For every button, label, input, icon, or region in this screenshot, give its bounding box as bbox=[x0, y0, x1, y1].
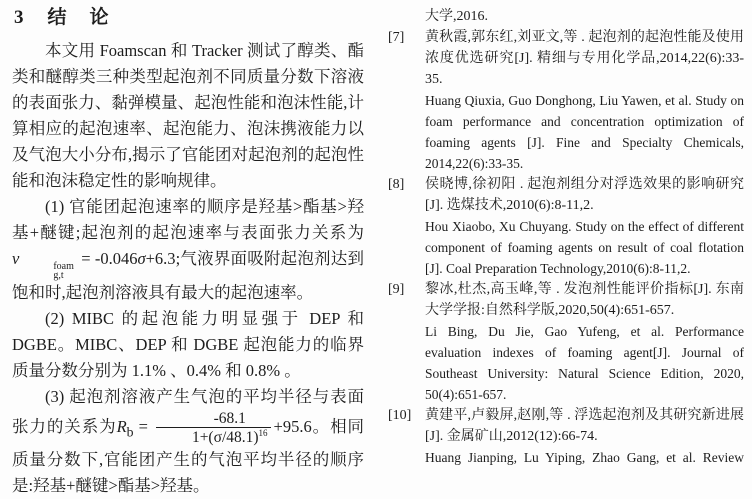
formula-variable: v bbox=[12, 249, 20, 268]
reference-number: [8] bbox=[388, 177, 405, 192]
formula-supsub bbox=[20, 262, 74, 280]
conclusion-paragraph-1: 本文用 Foamscan 和 Tracker 测试了醇类、酯类和醚醇类三种类型起泡剂不同质量分数下溶液的表面张力、黏弹模量、起泡性能和泡沫性能,计算相应的起泡速率、起泡能力、泡沫携液能力以及气泡大小分布,揭示了官能团对起泡剂的起泡性能和泡沫稳定性的影响规律。 bbox=[12, 41, 364, 190]
reference-item-9 bbox=[388, 279, 744, 405]
reference-chinese: 黄建平,卢毅屏,赵刚,等 . 浮选起泡剂及其研究新进展[J]. 金属矿山,2012(12):66-74. bbox=[425, 408, 744, 444]
paragraph-4-text-pre: (3) 起泡剂溶液产生气泡的平均半径与表面张力的关系为 bbox=[12, 387, 364, 437]
formula-tail: +6.3 bbox=[145, 249, 176, 268]
section-title: 结 论 bbox=[47, 7, 111, 28]
formula-equation: = -0.046 bbox=[76, 249, 138, 268]
conclusion-paragraph-4 bbox=[12, 384, 364, 499]
fraction-denominator bbox=[156, 427, 271, 447]
formula-subscript: g,t bbox=[53, 270, 64, 281]
radius-variable: R bbox=[116, 417, 127, 437]
reference-chinese: 黎冰,杜杰,高玉峰,等 . 发泡剂性能评价指标[J]. 东南大学学报:自然科学版,2020,50(4):651-657. bbox=[425, 282, 744, 318]
paragraph-2-text-post: ;气液界面吸附起泡剂达到饱和时,起泡剂溶液具有最大的起泡速率。 bbox=[12, 249, 364, 302]
reference-number: [7] bbox=[388, 30, 405, 45]
foam-rate-formula bbox=[12, 249, 176, 281]
reference-english: Hou Xiaobo, Xu Chuyang. Study on the effect of different component of foaming agents on result of coal flotation [J]. Coal Preparation Technology,2010(6):8-11,2. bbox=[425, 219, 744, 276]
formula-superscript: foam bbox=[53, 261, 74, 272]
reference-item-7 bbox=[388, 27, 744, 174]
paragraph-2-text-pre: (1) 官能团起泡速率的顺序是羟基>酯基>羟基+醚键;起泡剂的起泡速率与表面张力关系为 bbox=[12, 197, 364, 242]
reference-chinese: 黄秋霞,郭东红,刘亚文,等 . 起泡剂的起泡性能及使用浓度优选研究[J]. 精细与专用化学品,2014,22(6):33-35. bbox=[425, 30, 744, 87]
section-number: 3 bbox=[14, 7, 24, 28]
denominator-text: 1+(σ/48.1) bbox=[191, 429, 259, 447]
denominator-exponent: 16 bbox=[258, 428, 268, 439]
references-column bbox=[388, 6, 744, 489]
section-heading bbox=[14, 6, 364, 30]
fraction bbox=[156, 410, 271, 447]
radius-tail: +95.6 bbox=[273, 417, 312, 437]
fraction-numerator: -68.1 bbox=[213, 410, 246, 427]
radius-subscript: b bbox=[126, 424, 134, 440]
reference-number: [9] bbox=[388, 282, 405, 297]
conclusion-column bbox=[12, 6, 365, 495]
reference-carryover-text: 大学,2016. bbox=[425, 9, 488, 24]
conclusion-paragraph-2 bbox=[12, 194, 364, 306]
conclusion-paragraph-3: (2) MIBC 的起泡能力明显强于 DEP 和 DGBE。MIBC、DEP 和 DGBE 起泡能力的临界质量分数分别为 1.1% 、0.4% 和 0.8% 。 bbox=[12, 309, 364, 380]
reference-english: Huang Jianping, Lu Yiping, Zhao Gang, et al. Review bbox=[425, 450, 744, 465]
sigma-symbol: σ bbox=[137, 249, 146, 268]
reference-number-empty bbox=[388, 6, 425, 27]
reference-english: Li Bing, Du Jie, Gao Yufeng, et al. Performance evaluation indexes of foaming agent[J]. Journal of Southeast University: Natural Science Edition, 2020, 50(4):651-657. bbox=[425, 324, 744, 402]
reference-item-10 bbox=[388, 405, 744, 468]
reference-item-8 bbox=[388, 174, 744, 279]
radius-equals: = bbox=[133, 417, 153, 437]
reference-chinese: 侯晓博,徐初阳 . 起泡剂组分对浮选效果的影响研究[J]. 选煤技术,2010(6):8-11,2. bbox=[425, 177, 744, 213]
reference-english: Huang Qiuxia, Guo Donghong, Liu Yawen, et al. Study on foam performance and concentration optimization of foaming agents [J]. Fine and Specialty Chemicals, 2014,22(6):33-35. bbox=[425, 93, 744, 171]
paragraph-4-text-post: 。相同质量分数下,官能团产生的气泡平均半径的顺序是:羟基+醚键>酯基>羟基。 bbox=[12, 417, 365, 495]
reference-number: [10] bbox=[388, 408, 412, 423]
reference-carryover bbox=[388, 6, 744, 27]
